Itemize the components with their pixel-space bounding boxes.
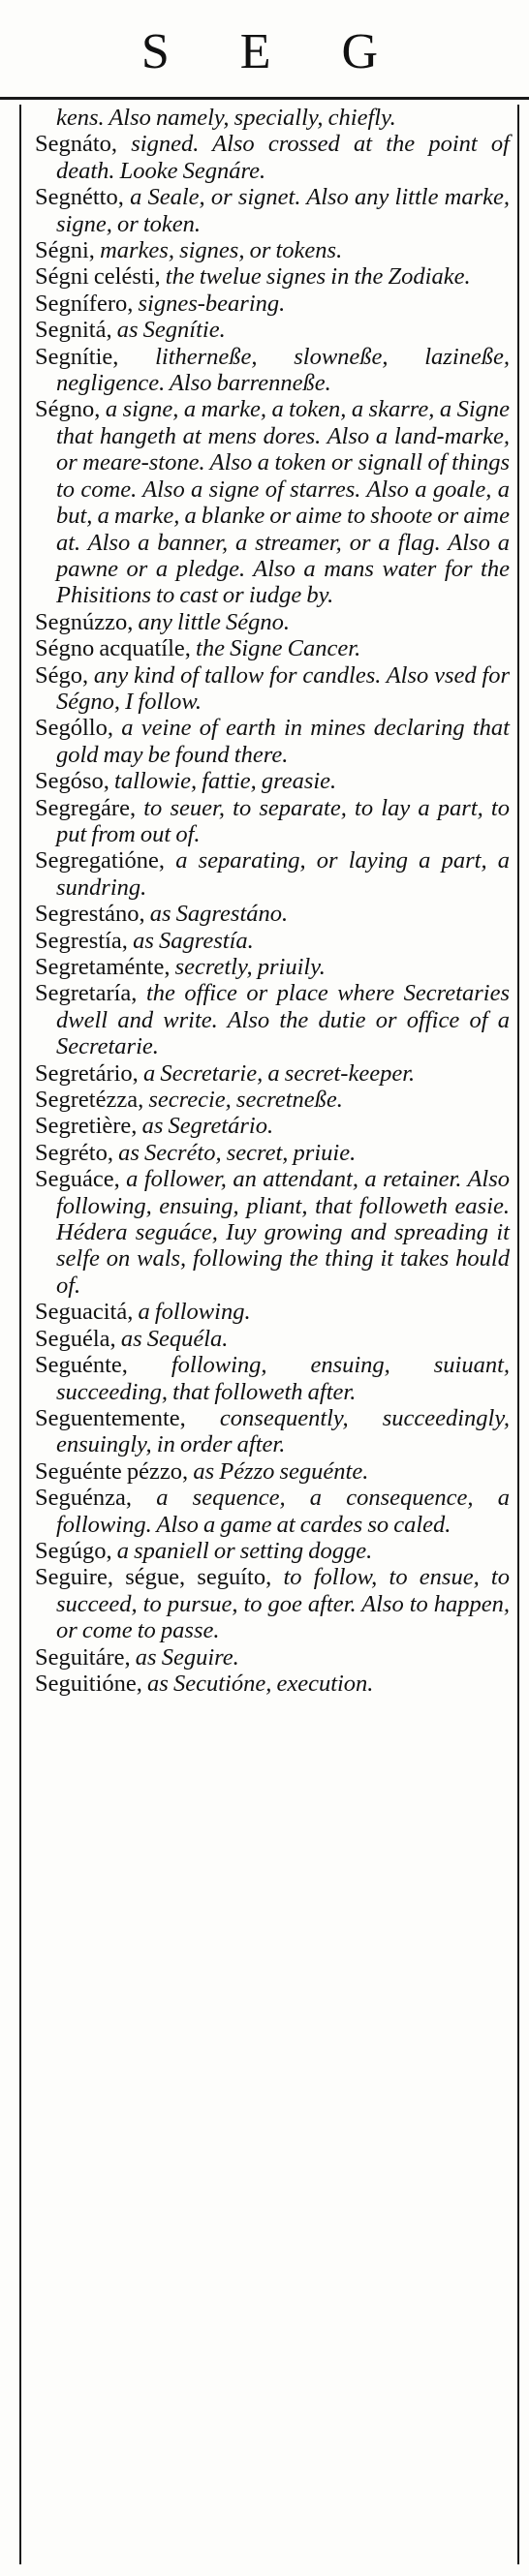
headword: Segretière,: [35, 1113, 138, 1140]
definition: as Sagrestía.: [127, 927, 254, 954]
definition: as Sagrestáno.: [144, 901, 289, 928]
definition: as Pézzo seguénte.: [188, 1457, 369, 1485]
headword: Segretaménte,: [35, 954, 171, 980]
entry-10: [35, 635, 510, 661]
headword: Seguitáre,: [35, 1643, 131, 1671]
definition: a following.: [133, 1299, 251, 1326]
entry-6: [35, 317, 510, 343]
running-head: S E G: [140, 24, 408, 79]
entry-32: [35, 1564, 510, 1643]
headword: Seguacitá,: [35, 1299, 134, 1326]
definition: consequently, succeedingly, ensuingly, in order after.: [56, 1404, 510, 1458]
headword: Ségno acquatíle,: [35, 635, 191, 662]
definition: signed. Also crossed at the point of death. Looke Segnáre.: [56, 131, 510, 184]
definition: as Seguire.: [130, 1643, 239, 1671]
headword: Segréto,: [35, 1139, 113, 1166]
headword: Segnétto,: [35, 184, 124, 211]
entry-25: [35, 1299, 510, 1325]
headword: Seguáce,: [35, 1166, 120, 1193]
headword: Seguentemente,: [35, 1404, 186, 1431]
entry-23: [35, 1140, 510, 1166]
entry-22: [35, 1113, 510, 1139]
header-rule: [0, 97, 529, 100]
headword: Seguéla,: [35, 1325, 116, 1352]
headword: Segretário,: [35, 1059, 139, 1087]
definition: signes-bearing.: [133, 290, 286, 317]
definition: the twelue signes in the Zodiake.: [160, 263, 471, 291]
entry-list: [35, 105, 510, 1697]
definition: a Seale, or signet. Also any little marke, signe, or token.: [56, 184, 510, 237]
definition: a sequence, a consequence, a following. Also a game at cardes so caled.: [56, 1485, 510, 1538]
entry-34: [35, 1671, 510, 1697]
headword: Segóso,: [35, 768, 109, 795]
headword: Ségni,: [35, 237, 95, 264]
entry-16: [35, 901, 510, 927]
headword: Sególlo,: [35, 715, 113, 742]
entry-1: [35, 131, 510, 184]
dictionary-column: [19, 105, 519, 2564]
entry-12: [35, 715, 510, 768]
headword: Segrestáno,: [35, 901, 145, 928]
definition: tallowie, fattie, greasie.: [109, 768, 337, 795]
definition: as Sequéla.: [115, 1325, 229, 1352]
entry-3: [35, 237, 510, 263]
headword: Seguénza,: [35, 1485, 132, 1512]
entry-7: [35, 344, 510, 397]
headword: Segnífero,: [35, 290, 134, 317]
definition: secrecie, secretneße.: [143, 1087, 343, 1114]
headword: Segretaría,: [35, 980, 138, 1007]
headword: Segnitá,: [35, 317, 112, 344]
entry-13: [35, 768, 510, 794]
definition: to seuer, to separate, to lay a part, to put from out of.: [56, 794, 510, 847]
headword: Seguénte,: [35, 1352, 128, 1379]
headword: Segnúzzo,: [35, 608, 134, 635]
headword: Segregatióne,: [35, 847, 166, 874]
headword: Seguire, ségue, seguíto,: [35, 1564, 272, 1591]
definition: a separating, or laying a part, a sundring.: [56, 847, 510, 901]
entry-14: [35, 795, 510, 848]
entry-19: [35, 980, 510, 1059]
headword: Segretézza,: [35, 1087, 144, 1114]
definition: kens. Also namely, specially, chiefly.: [56, 105, 396, 131]
entry-29: [35, 1458, 510, 1485]
definition: as Segretário.: [137, 1113, 274, 1140]
definition: a signe, a marke, a token, a skarre, a Signe that hangeth at mens dores. Also a land-marke, or meare-stone. Also a token or signall of things to come. Also a signe of starres. Also a goale, a but, a marke, a blanke or aime to shoote or aime at. Also a banner, a streamer, or a flag. Also a pawne or a pledge. Also a mans water for the Phisitions to cast or iudge by.: [56, 396, 510, 609]
headword: Segregáre,: [35, 794, 137, 821]
entry-11: [35, 662, 510, 716]
headword: Ségni celésti,: [35, 263, 161, 291]
entry-8: [35, 396, 510, 608]
entry-4: [35, 263, 510, 290]
headword: Ségo,: [35, 661, 89, 689]
definition: as Segnítie.: [111, 317, 226, 344]
entry-0: [35, 105, 510, 131]
entry-20: [35, 1060, 510, 1087]
entry-21: [35, 1087, 510, 1113]
entry-9: [35, 609, 510, 635]
definition: a veine of earth in mines declaring that gold may be found there.: [56, 715, 510, 768]
entry-33: [35, 1644, 510, 1671]
definition: any little Ségno.: [133, 608, 291, 635]
definition: a spaniell or setting dogge.: [111, 1537, 373, 1564]
entry-31: [35, 1538, 510, 1564]
headword: Ségno,: [35, 396, 101, 423]
headword: Segúgo,: [35, 1537, 112, 1564]
entry-15: [35, 847, 510, 901]
headword: Seguénte pézzo,: [35, 1457, 189, 1485]
entry-24: [35, 1166, 510, 1299]
definition: markes, signes, or tokens.: [94, 237, 343, 264]
headword: Segnítie,: [35, 343, 119, 370]
entry-30: [35, 1485, 510, 1538]
definition: a Secretarie, a secret-keeper.: [138, 1059, 416, 1087]
definition: as Secutióne, execution.: [141, 1670, 374, 1697]
definition: a follower, an attendant, a retainer. Also following, ensuing, pliant, that followeth easie. Hédera seguáce, Iuy growing and spreading it selfe on wals, following the thing it takes hould of.: [56, 1166, 510, 1299]
definition: any kind of tallow for candles. Also vsed for Ségno, I follow.: [56, 661, 510, 715]
headword: Segnáto,: [35, 131, 118, 158]
definition: the office or place where Secretaries dwell and write. Also the dutie or office of a Secretarie.: [56, 980, 510, 1060]
definition: to follow, to ensue, to succeed, to pursue, to goe after. Also to happen, or come to passe.: [56, 1564, 510, 1644]
definition: secretly, priuily.: [170, 954, 326, 980]
definition: litherneße, slowneße, lazineße, negligence. Also barrenneße.: [56, 343, 510, 397]
entry-17: [35, 928, 510, 954]
definition: following, ensuing, suiuant, succeeding, that followeth after.: [56, 1352, 510, 1405]
definition: the Signe Cancer.: [190, 635, 361, 662]
headword: Seguitióne,: [35, 1670, 142, 1697]
definition: as Secréto, secret, priuie.: [112, 1139, 357, 1166]
entry-5: [35, 291, 510, 317]
headword: Segrestía,: [35, 927, 128, 954]
entry-2: [35, 184, 510, 237]
entry-28: [35, 1405, 510, 1458]
entry-18: [35, 954, 510, 980]
entry-27: [35, 1352, 510, 1405]
entry-26: [35, 1326, 510, 1352]
